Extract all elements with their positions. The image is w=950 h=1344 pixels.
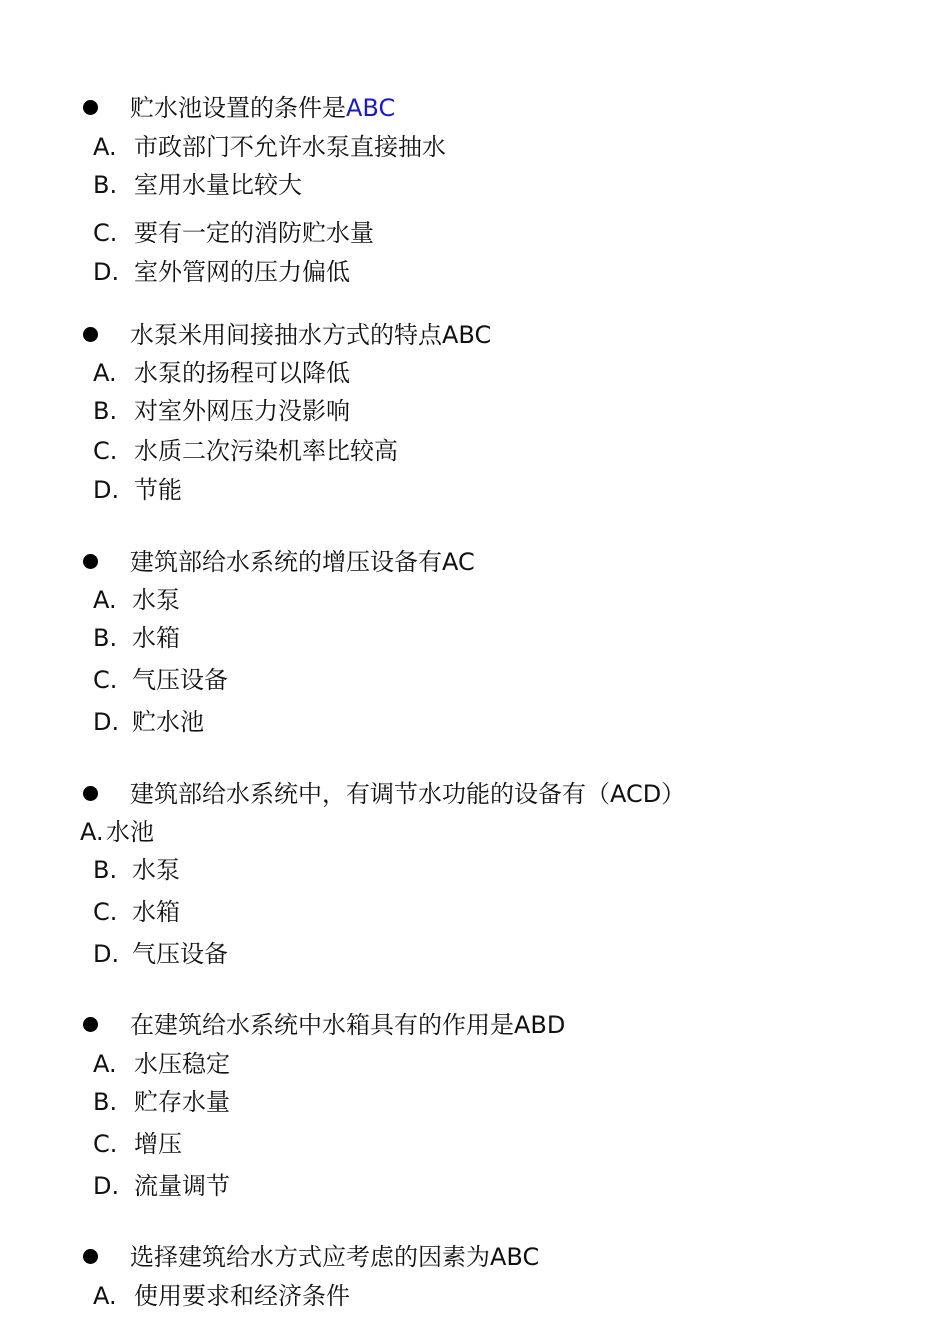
- option-text: 水质二次污染机率比较高: [134, 437, 398, 465]
- option-letter: C.: [93, 898, 118, 926]
- option-text: 使用要求和经济条件: [134, 1282, 350, 1310]
- option-letter: D.: [93, 1172, 120, 1200]
- answer-key: ABC: [490, 1243, 540, 1271]
- option-letter: B.: [93, 856, 118, 884]
- option-text: 水池: [106, 818, 154, 846]
- question-text: 选择建筑给水方式应考虑的因素为ABC: [130, 1243, 540, 1271]
- option-letter: B.: [93, 171, 118, 199]
- option-text: 室外管网的压力偏低: [134, 258, 350, 286]
- option-text: 水压稳定: [134, 1050, 230, 1078]
- option-letter: A.: [93, 586, 117, 614]
- question-text: 建筑部给水系统中，有调节水功能的设备有（ACD）: [130, 780, 686, 808]
- option-text: 流量调节: [134, 1172, 230, 1200]
- option-text: 对室外网压力没影响: [134, 397, 350, 425]
- answer-key: ABC: [346, 94, 396, 122]
- option-letter: A.: [93, 133, 117, 161]
- option-letter: C.: [93, 666, 118, 694]
- question-text: 贮水池设置的条件是ABC: [130, 94, 396, 122]
- option-letter: C.: [93, 1130, 118, 1158]
- option-text: 水泵的扬程可以降低: [134, 359, 350, 387]
- answer-key: ABC: [442, 321, 492, 349]
- option-letter: C.: [93, 219, 118, 247]
- option-letter: C.: [93, 437, 118, 465]
- bullet-icon: [83, 1249, 98, 1264]
- option-text: 要有一定的消防贮水量: [134, 219, 374, 247]
- option-text: 气压设备: [132, 666, 228, 694]
- bullet-icon: [83, 327, 98, 342]
- bullet-icon: [83, 786, 98, 801]
- option-letter: B.: [93, 1088, 118, 1116]
- bullet-icon: [83, 554, 98, 569]
- option-text: 气压设备: [132, 940, 228, 968]
- option-letter: D.: [93, 708, 120, 736]
- option-text: 水泵: [132, 856, 180, 884]
- option-text: 室用水量比较大: [134, 171, 302, 199]
- option-letter: A.: [93, 1282, 117, 1310]
- option-letter: A.: [80, 818, 104, 846]
- bullet-icon: [83, 100, 98, 115]
- answer-key: AC: [442, 548, 475, 576]
- question-text: 建筑部给水系统的增压设备有AC: [130, 548, 475, 576]
- bullet-icon: [83, 1017, 98, 1032]
- option-letter: D.: [93, 940, 120, 968]
- option-text: 增压: [134, 1130, 182, 1158]
- option-text: 水箱: [132, 898, 180, 926]
- option-letter: B.: [93, 624, 118, 652]
- question-text: 水泵米用间接抽水方式的特点ABC: [130, 321, 492, 349]
- option-text: 贮水池: [132, 708, 204, 736]
- option-letter: A.: [93, 1050, 117, 1078]
- option-letter: D.: [93, 258, 120, 286]
- option-text: 节能: [134, 476, 182, 504]
- question-text: 在建筑给水系统中水箱具有的作用是ABD: [130, 1011, 566, 1039]
- option-letter: D.: [93, 476, 120, 504]
- option-text: 市政部门不允许水泵直接抽水: [134, 133, 446, 161]
- answer-key: ACD: [610, 780, 662, 808]
- option-text: 水箱: [132, 624, 180, 652]
- option-text: 水泵: [132, 586, 180, 614]
- option-letter: A.: [93, 359, 117, 387]
- option-letter: B.: [93, 397, 118, 425]
- answer-key: ABD: [514, 1011, 566, 1039]
- option-text: 贮存水量: [134, 1088, 230, 1116]
